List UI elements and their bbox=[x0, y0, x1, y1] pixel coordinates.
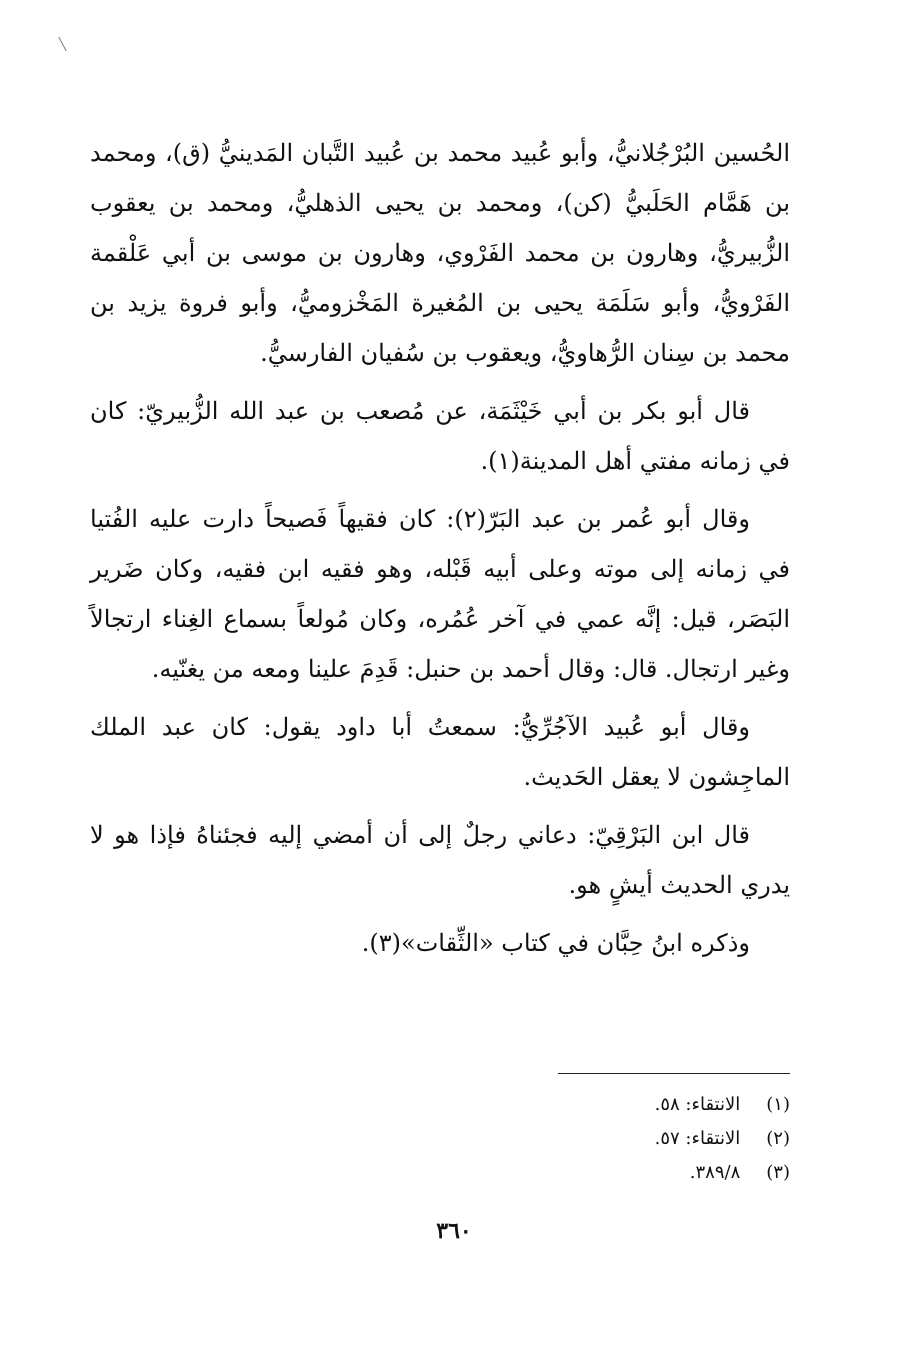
footnote-number: (٢) bbox=[766, 1128, 790, 1149]
footnote-divider bbox=[558, 1073, 790, 1074]
footnote-text: الانتقاء: ٥٧. bbox=[654, 1128, 741, 1149]
paragraph-narrators: الحُسين البُرْجُلانيُّ، وأبو عُبيد محمد بن عُبيد التَّبان المَدينيُّ (ق)، ومحمد بن هَمَّام الحَلَبيُّ (كن)، ومحمد بن يحيى الذهليُّ، ومحمد بن يعقوب الزُّبيريُّ، وهارون بن محمد الفَرْوي، وهارون بن موسى بن أبي عَلْقمة الفَرْويُّ، وأبو سَلَمَة يحيى بن المُغيرة المَخْزوميُّ، وأبو فروة يزيد بن محمد بن سِنان الرُّهاويُّ، ويعقوب بن سُفيان الفارسيُّ. bbox=[90, 139, 790, 367]
corner-mark bbox=[58, 37, 66, 52]
footnotes bbox=[370, 1088, 790, 1190]
footnote-number: (٣) bbox=[766, 1162, 790, 1183]
footnote-2 bbox=[370, 1122, 790, 1156]
paragraph-ajurri: وقال أبو عُبيد الآجُرِّيُّ: سمعتُ أبا داود يقول: كان عبد الملك الماجِشون لا يعقل الحَديث. bbox=[90, 713, 790, 791]
footnote-text: ٣٨٩/٨. bbox=[689, 1162, 741, 1183]
footnote-number: (١) bbox=[766, 1094, 790, 1115]
body-text bbox=[90, 128, 790, 976]
footnote-1 bbox=[370, 1088, 790, 1122]
page-number: ٣٦٠ bbox=[436, 1218, 472, 1244]
paragraph-ibn-abd-al-barr: وقال أبو عُمر بن عبد البَرّ(٢): كان فقيهاً فَصيحاً دارت عليه الفُتيا في زمانه إلى موته وعلى أبيه قَبْله، وهو فقيه ابن فقيه، وكان ضَرير البَصَر، قيل: إنَّه عمي في آخر عُمُره، وكان مُولعاً بسماع الغِناء ارتجالاً وغير ارتجال. قال: وقال أحمد بن حنبل: قَدِمَ علينا ومعه من يغنّيه. bbox=[90, 505, 790, 683]
footnote-text: الانتقاء: ٥٨. bbox=[654, 1094, 741, 1115]
footnote-3 bbox=[370, 1156, 790, 1190]
paragraph-ibn-hibban: وذكره ابنُ حِبَّان في كتاب «الثِّقات»(٣). bbox=[361, 929, 750, 957]
paragraph-ibn-al-barqi: قال ابن البَرْقِيّ: دعاني رجلٌ إلى أن أمضي إليه فجئناهُ فإذا هو لا يدري الحديث أيشٍ هو. bbox=[90, 821, 790, 899]
paragraph-abu-bakr: قال أبو بكر بن أبي خَيْثَمَة، عن مُصعب بن عبد الله الزُّبيريّ: كان في زمانه مفتي أهل المدينة(١). bbox=[90, 397, 790, 475]
